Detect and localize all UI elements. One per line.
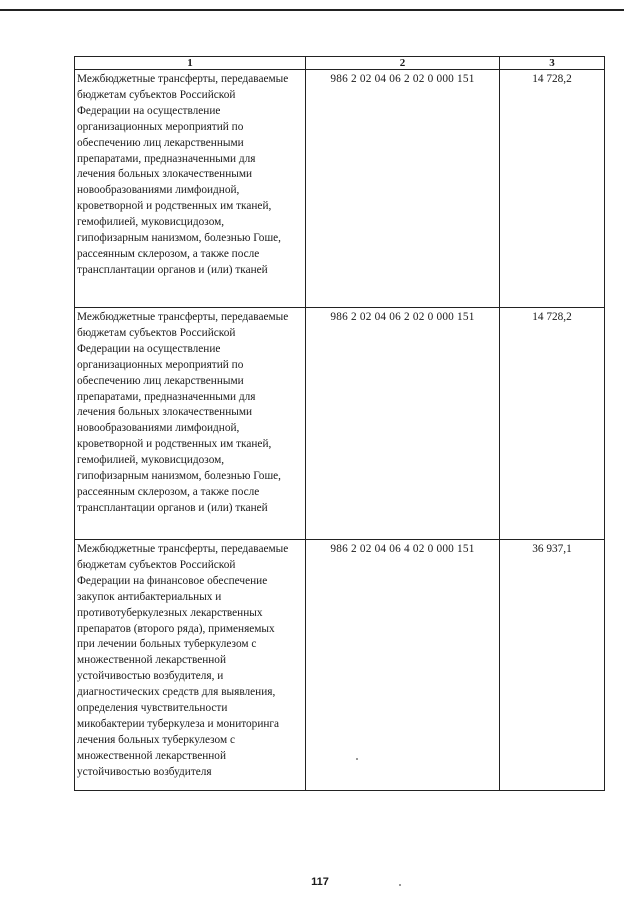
column-header-2: 2 [306, 57, 500, 70]
table-row [75, 540, 605, 791]
description-line: Федерации на финансовое обеспечение [77, 574, 268, 587]
table-row [75, 308, 605, 540]
page-number: 117 [311, 876, 329, 888]
description-line: множественной лекарственной [77, 749, 227, 762]
description-line: обеспечению лиц лекарственными [77, 374, 244, 387]
table-header-row [75, 57, 605, 70]
description-line: диагностических средств для выявления, [77, 686, 276, 699]
description-line: гемофилией, муковисцидозом, [77, 454, 225, 467]
description-line: лечения больных злокачественными [77, 168, 253, 181]
description-line: противотуберкулезных лекарственных [77, 606, 263, 619]
description-line: лечения больных злокачественными [77, 406, 253, 419]
scan-speck [356, 758, 358, 760]
row-2-code: 986 2 02 04 06 2 02 0 000 151 [306, 308, 500, 540]
column-header-3: 3 [500, 57, 605, 70]
description-line: бюджетам субъектов Российской [77, 326, 236, 339]
top-border-rule [0, 9, 624, 11]
description-line: гипофизарным нанизмом, болезнью Гоше, [77, 232, 281, 245]
table-row [75, 70, 605, 308]
description-line: рассеянным склерозом, а также после [77, 485, 260, 498]
description-line: бюджетам субъектов Российской [77, 558, 236, 571]
description-line: лечения больных туберкулезом с [77, 733, 235, 746]
row-1-amount: 14 728,2 [500, 70, 605, 308]
description-line: новообразованиями лимфоидной, [77, 422, 240, 435]
row-3-description [75, 540, 306, 791]
description-line: Федерации на осуществление [77, 342, 221, 355]
description-line: новообразованиями лимфоидной, [77, 184, 240, 197]
description-line: микобактерии туберкулеза и мониторинга [77, 717, 280, 730]
description-line: организационных мероприятий по [77, 120, 244, 133]
description-line: при лечении больных туберкулезом с [77, 638, 257, 651]
column-header-1: 1 [75, 57, 306, 70]
description-line: трансплантации органов и (или) тканей [77, 501, 268, 514]
description-line: препаратами, предназначенными для [77, 152, 256, 165]
description-line: препаратами, предназначенными для [77, 390, 256, 403]
budget-table [74, 56, 605, 791]
description-line: рассеянным склерозом, а также после [77, 247, 260, 260]
description-line: множественной лекарственной [77, 654, 227, 667]
description-line: кроветворной и родственных им тканей, [77, 200, 272, 213]
row-2-description [75, 308, 306, 540]
description-line: закупок антибактериальных и [77, 590, 222, 603]
description-line: организационных мероприятий по [77, 358, 244, 371]
description-line: кроветворной и родственных им тканей, [77, 438, 272, 451]
description-line: устойчивостью возбудителя [77, 765, 212, 778]
description-line: обеспечению лиц лекарственными [77, 136, 244, 149]
row-1-description [75, 70, 306, 308]
description-line: Межбюджетные трансферты, передаваемые [77, 311, 289, 323]
description-line: Межбюджетные трансферты, передаваемые [77, 543, 289, 555]
row-1-code: 986 2 02 04 06 2 02 0 000 151 [306, 70, 500, 308]
description-line: бюджетам субъектов Российской [77, 88, 236, 101]
row-3-amount: 36 937,1 [500, 540, 605, 791]
row-2-amount: 14 728,2 [500, 308, 605, 540]
description-line: Федерации на осуществление [77, 104, 221, 117]
description-line: трансплантации органов и (или) тканей [77, 263, 268, 276]
description-line: препаратов (второго ряда), применяемых [77, 622, 275, 635]
row-3-code: 986 2 02 04 06 4 02 0 000 151 [306, 540, 500, 791]
description-line: гипофизарным нанизмом, болезнью Гоше, [77, 470, 281, 483]
description-line: устойчивостью возбудителя, и [77, 670, 224, 683]
description-line: определения чувствительности [77, 702, 228, 715]
description-line: гемофилией, муковисцидозом, [77, 216, 225, 229]
description-line: Межбюджетные трансферты, передаваемые [77, 73, 289, 85]
